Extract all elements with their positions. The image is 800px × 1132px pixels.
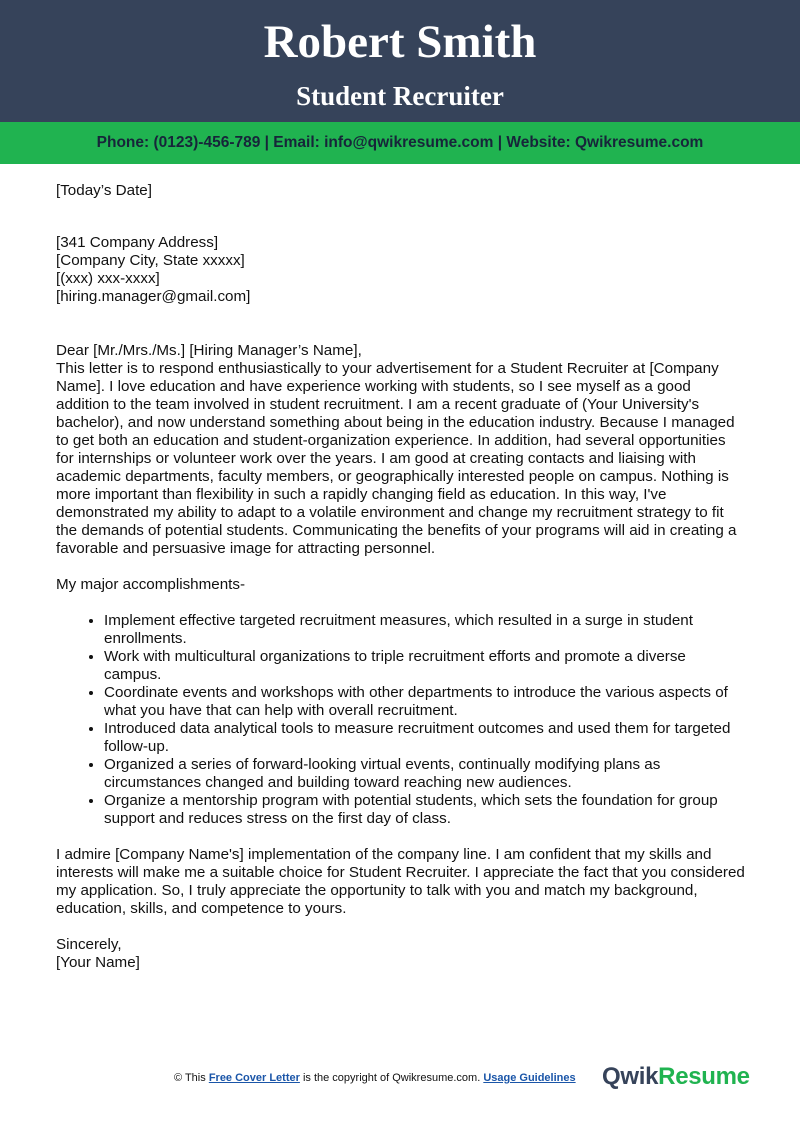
closing-paragraph: I admire [Company Name's] implementation of the company line. I am confident that my skills and interests will make me a suitable choice for Student Recruiter. I appreciate the fact that you considered my application. So, I truly appreciate the opportunity to talk with you and match my background, education, skills, and competence to yours. (56, 846, 745, 917)
address-line: [341 Company Address] (56, 234, 219, 251)
list-item: • Coordinate events and workshops with other departments to introduce the various aspects of what you have that can help with overall recruitment. (104, 684, 746, 720)
copyright-middle: is the copyright of Qwikresume.com. (299, 1072, 484, 1084)
copyright-prefix: © This (174, 1072, 209, 1084)
recipient-address (56, 234, 746, 306)
qwikresume-logo[interactable] (602, 1063, 750, 1091)
accomplishments-heading: My major accomplishments- (56, 576, 246, 593)
intro-paragraph: This letter is to respond enthusiastically to your advertisement for a Student Recruiter at [Company Name]. I love education and have experience working with students, so I see myself as a good addition to the team involved in student recruitment. I am a recent graduate of (Your University's bachelor), and now understand something about being in the education industry. Because I managed to get both an education and student-organization experience. In addition, had several opportunities for internships or volunteer work over the years. I am good at creating contacts and liaising with academic departments, faculty members, or geographically interested people on campus. Nothing is more important than flexibility in such a rapidly changing field as education. In this way, I've demonstrated my ability to adapt to a volatile environment and change my recruitment strategy to fit the demands of potential students. Communicating the benefits of your programs will aid in creating a favorable and persuasive image for attracting personnel. (56, 360, 737, 557)
address-line: [hiring.manager@gmail.com] (56, 288, 251, 305)
list-item: • Implement effective targeted recruitment measures, which resulted in a surge in student enrollments. (104, 612, 746, 648)
signoff: Sincerely, (56, 936, 122, 953)
greeting: Dear [Mr./Mrs./Ms.] [Hiring Manager’s Name], (56, 342, 362, 359)
address-line: [Company City, State xxxxx] (56, 252, 245, 269)
address-line: [(xxx) xxx-xxxx] (56, 270, 160, 287)
usage-guidelines-link[interactable]: Usage Guidelines (483, 1072, 576, 1084)
contact-bar: Phone: (0123)-456-789 | Email: info@qwikresume.com | Website: Qwikresume.com (0, 122, 800, 164)
header-banner (0, 0, 800, 122)
job-title: Student Recruiter (296, 81, 504, 111)
copyright-notice (174, 1072, 576, 1084)
footer (0, 1060, 800, 1100)
letter-body (56, 182, 746, 972)
list-item: • Introduced data analytical tools to measure recruitment outcomes and used them for targeted follow-up. (104, 720, 746, 756)
list-item: • Organized a series of forward-looking virtual events, continually modifying plans as circumstances changed and building toward reaching new audiences. (104, 756, 746, 792)
candidate-name: Robert Smith (263, 16, 537, 68)
logo-part-qwik: Qwik (602, 1063, 659, 1090)
free-cover-letter-link[interactable]: Free Cover Letter (208, 1072, 300, 1084)
accomplishments-list (56, 612, 746, 828)
letter-date: [Today’s Date] (56, 182, 152, 199)
list-item: • Work with multicultural organizations to triple recruitment efforts and promote a diverse campus. (104, 648, 746, 684)
list-item: • Organize a mentorship program with potential students, which sets the foundation for group support and reduces stress on the first day of class. (104, 792, 746, 828)
logo-part-resume: Resume (658, 1063, 750, 1090)
signature: [Your Name] (56, 954, 140, 971)
